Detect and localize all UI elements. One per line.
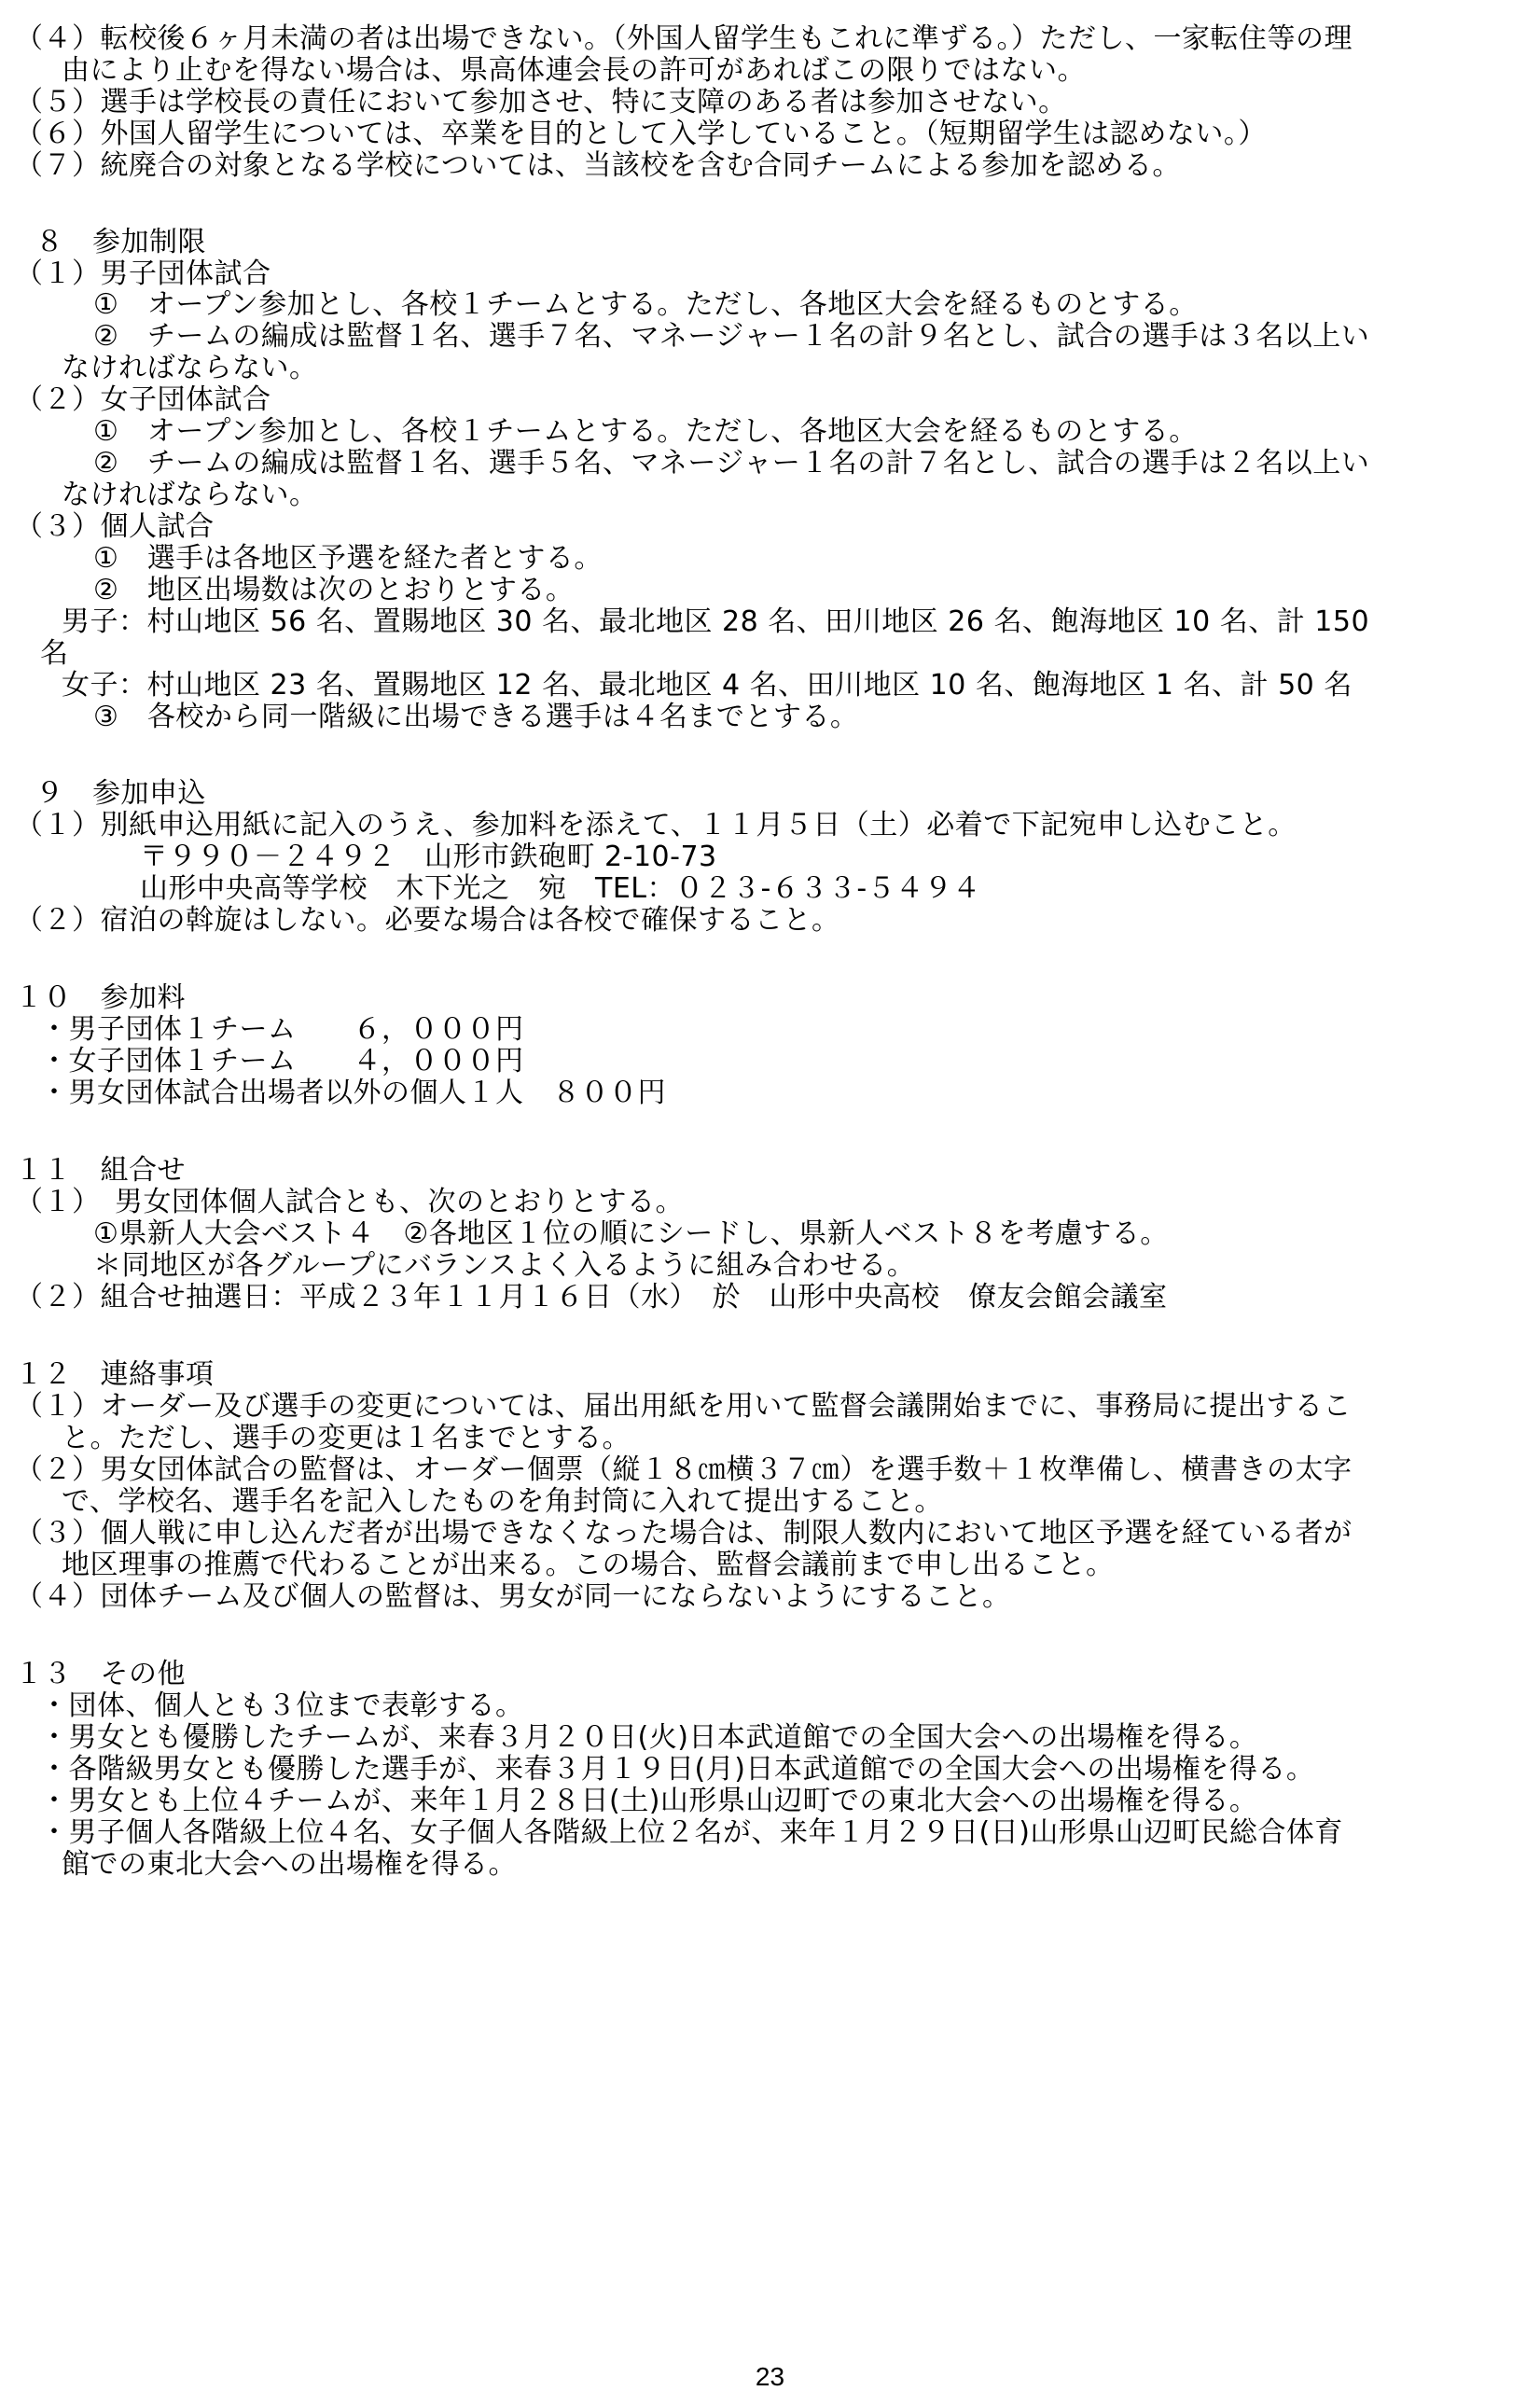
text-line: ② チームの編成は監督１名、選手７名、マネージャー１名の計９名とし、試合の選手は３名以上い xyxy=(93,320,1370,353)
text-line: （７）統廃合の対象となる学校については、当該校を含む合同チームによる参加を認める。 xyxy=(15,149,1181,182)
text-line: １０ 参加料 xyxy=(15,981,186,1014)
text-line: （３）個人戦に申し込んだ者が出場できなくなった場合は、制限人数内において地区予選を経ている者が xyxy=(15,1517,1353,1550)
text-line: ・男子個人各階級上位４名、女子個人各階級上位２名が、来年１月２９日(日)山形県山辺町民総合体育 xyxy=(40,1816,1343,1849)
text-line: （１）別紙申込用紙に記入のうえ、参加料を添えて、１１月５日（土）必着で下記宛申し込むこと。 xyxy=(15,809,1297,841)
text-line: 女子：村山地区 23 名、置賜地区 12 名、最北地区 4 名、田川地区 10 名、飽海地区 1 名、計 50 名 xyxy=(62,669,1353,702)
text-line: 山形中央高等学校 木下光之 宛 TEL：０２３-６３３-５４９４ xyxy=(140,872,981,905)
text-line: なければならない。 xyxy=(62,352,318,384)
text-line: （２）女子団体試合 xyxy=(15,383,271,416)
text-line: ・男女団体試合出場者以外の個人１人 ８００円 xyxy=(40,1077,666,1109)
text-line: ・男子団体１チーム ６，０００円 xyxy=(40,1013,524,1046)
text-line: （３）個人試合 xyxy=(15,510,215,543)
text-line: 地区理事の推薦で代わることが出来る。この場合、監督会議前まで申し出ること。 xyxy=(62,1549,1115,1581)
text-line: ・女子団体１チーム ４，０００円 xyxy=(40,1045,524,1077)
text-line: （１）男子団体試合 xyxy=(15,257,271,290)
text-line: ・各階級男女とも優勝した選手が、来春３月１９日(月)日本武道館での全国大会への出場権を得る。 xyxy=(40,1753,1315,1786)
text-line: １３ その他 xyxy=(15,1658,186,1690)
text-line: １１ 組合せ xyxy=(15,1154,186,1187)
text-line: ① オープン参加とし、各校１チームとする。ただし、各地区大会を経るものとする。 xyxy=(93,415,1198,448)
text-line: 〒９９０－２４９２ 山形市鉄砲町 2-10-73 xyxy=(140,841,717,873)
text-line: （４）転校後６ヶ月未満の者は出場できない。（外国人留学生もこれに準ずる。）ただし、一家転住等の理 xyxy=(15,22,1353,55)
text-line: ② 地区出場数は次のとおりとする。 xyxy=(93,574,575,606)
text-line: なければならない。 xyxy=(62,479,318,511)
text-line: 名 xyxy=(40,637,69,670)
text-line: 由により止むを得ない場合は、県高体連会長の許可があればこの限りではない。 xyxy=(62,54,1086,87)
text-line: ①県新人大会ベスト４ ②各地区１位の順にシードし、県新人ベスト８を考慮する。 xyxy=(93,1217,1169,1250)
text-line: ・団体、個人とも３位まで表彰する。 xyxy=(40,1689,524,1722)
text-line: ② チームの編成は監督１名、選手５名、マネージャー１名の計７名とし、試合の選手は２名以上い xyxy=(93,447,1370,480)
text-line: ８ 参加制限 xyxy=(35,226,206,258)
text-line: （１）オーダー及び選手の変更については、届出用紙を用いて監督会議開始までに、事務局に提出するこ xyxy=(15,1390,1352,1423)
text-line: （２）組合せ抽選日：平成２３年１１月１６日（水） 於 山形中央高校 僚友会館会議室 xyxy=(15,1281,1168,1314)
text-line: （２）男女団体試合の監督は、オーダー個票（縦１８㎝横３７㎝）を選手数＋１枚準備し、横書きの太字 xyxy=(15,1453,1353,1486)
text-line: （６）外国人留学生については、卒業を目的として入学していること。（短期留学生は認めない。） xyxy=(15,118,1267,150)
text-line: （２）宿泊の斡旋はしない。必要な場合は各校で確保すること。 xyxy=(15,904,840,937)
text-line: 館での東北大会への出場権を得る。 xyxy=(62,1848,517,1881)
text-line: ・男女とも上位４チームが、来年１月２８日(土)山形県山辺町での東北大会への出場権を得る。 xyxy=(40,1785,1258,1817)
text-line: ・男女とも優勝したチームが、来春３月２０日(火)日本武道館での全国大会への出場権を得る。 xyxy=(40,1721,1258,1754)
text-line: ９ 参加申込 xyxy=(35,777,206,810)
text-line: （４）団体チーム及び個人の監督は、男女が同一にならないようにすること。 xyxy=(15,1580,1011,1613)
page-number: 23 xyxy=(755,2362,785,2391)
text-line: ③ 各校から同一階級に出場できる選手は４名までとする。 xyxy=(93,701,859,733)
text-line: 男子：村山地区 56 名、置賜地区 30 名、最北地区 28 名、田川地区 26 名、飽海地区 10 名、計 150 xyxy=(62,605,1370,638)
text-line: ＊同地区が各グループにバランスよく入るように組み合わせる。 xyxy=(93,1249,916,1282)
text-line: ① オープン参加とし、各校１チームとする。ただし、各地区大会を経るものとする。 xyxy=(93,288,1198,321)
text-line: （５）選手は学校長の責任において参加させ、特に支障のある者は参加させない。 xyxy=(15,86,1067,118)
text-line: ① 選手は各地区予選を経た者とする。 xyxy=(93,542,603,575)
text-line: と。ただし、選手の変更は１名までとする。 xyxy=(62,1422,631,1454)
text-line: １２ 連絡事項 xyxy=(15,1358,215,1391)
text-line: （１） 男女団体個人試合とも、次のとおりとする。 xyxy=(15,1186,684,1218)
text-line: で、学校名、選手名を記入したものを角封筒に入れて提出すること。 xyxy=(62,1485,943,1518)
